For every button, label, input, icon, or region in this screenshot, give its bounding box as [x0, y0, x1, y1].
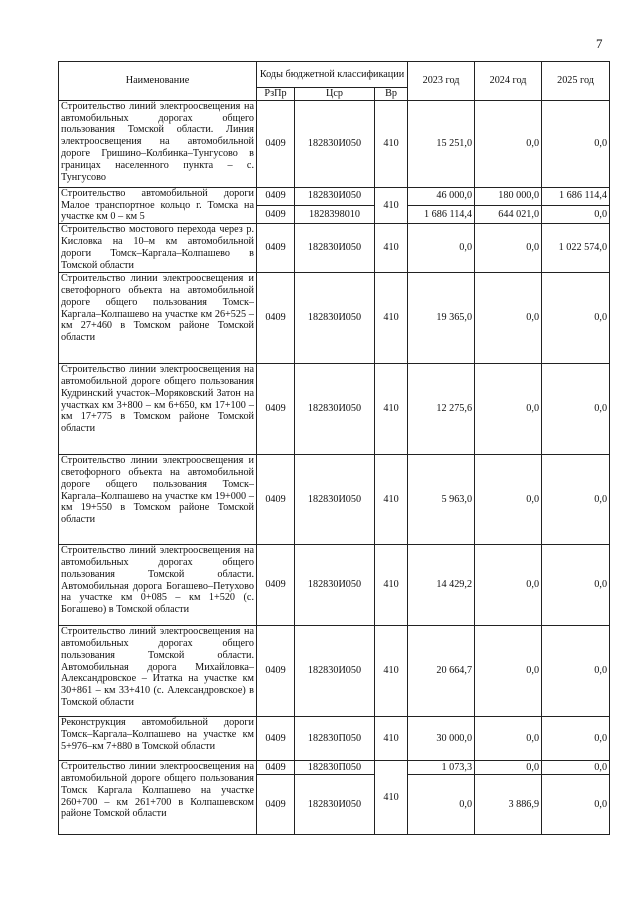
row-rzpr: 0409: [257, 364, 295, 455]
table-row: [59, 717, 610, 761]
table-row: [59, 455, 610, 545]
row-2023: 0,0: [408, 224, 475, 273]
row-2024: 0,0: [475, 761, 542, 775]
row-2025: 0,0: [542, 364, 610, 455]
row-rzpr: 0409: [257, 224, 295, 273]
row-2023: 1 073,3: [408, 761, 475, 775]
row-vr: 410: [375, 455, 408, 545]
row-2024: 180 000,0: [475, 187, 542, 205]
row-2023: 12 275,6: [408, 364, 475, 455]
row-csr: 182830И050: [295, 626, 375, 717]
row-vr: 410: [375, 717, 408, 761]
row-2025: 0,0: [542, 761, 610, 775]
row-2024: 644 021,0: [475, 205, 542, 223]
row-2023: 0,0: [408, 775, 475, 835]
row-2025: 0,0: [542, 626, 610, 717]
budget-table: [58, 61, 610, 835]
row-name: Строительство линий электроосвещения на автомобильных дорогах общего пользования Томской области. Линия электроосвещения на автомобильной дороге Гришино–Колбинка–Тунгусово в границах населенного пункта – с. Тунгусово: [59, 100, 257, 187]
row-name: Реконструкция автомобильной дороги Томск–Каргала–Колпашево на участке км 5+976–км 7+880 в Томской области: [59, 717, 257, 761]
row-csr: 182830И050: [295, 100, 375, 187]
row-2024: 0,0: [475, 455, 542, 545]
row-rzpr: 0409: [257, 273, 295, 364]
row-2024: 3 886,9: [475, 775, 542, 835]
row-name: Строительство мостового перехода через р. Кисловка на 10–м км автомобильной дороги Томск–Каргала–Колпашево в Томской области: [59, 224, 257, 273]
table-row: [59, 187, 610, 205]
row-2023: 15 251,0: [408, 100, 475, 187]
col-header-csr: Цср: [295, 88, 375, 101]
row-vr: 410: [375, 224, 408, 273]
row-2024: 0,0: [475, 717, 542, 761]
row-name: Строительство линий электроосвещения на автомобильных дорогах общего пользования Томской области. Автомобильная дорога Богашево–Петухово на участке км 0+085 – км 1+520 (с. Богашево) в Томской области: [59, 545, 257, 626]
row-2023: 19 365,0: [408, 273, 475, 364]
table-row: [59, 545, 610, 626]
row-rzpr: 0409: [257, 775, 295, 835]
row-2025: 0,0: [542, 775, 610, 835]
row-vr: 410: [375, 364, 408, 455]
row-2024: 0,0: [475, 100, 542, 187]
row-rzpr: 0409: [257, 205, 295, 223]
row-csr: 182830И050: [295, 455, 375, 545]
row-2024: 0,0: [475, 224, 542, 273]
row-2025: 0,0: [542, 100, 610, 187]
row-2025: 0,0: [542, 545, 610, 626]
row-2023: 5 963,0: [408, 455, 475, 545]
row-vr: 410: [375, 187, 408, 223]
row-vr: 410: [375, 273, 408, 364]
row-2023: 14 429,2: [408, 545, 475, 626]
row-2024: 0,0: [475, 273, 542, 364]
row-name: Строительство линии электроосвещения на автомобильной дороге общего пользования Томск Каргала Колпашево на участке 260+700 – км 261+700 в Колпашевском районе Томской области: [59, 761, 257, 835]
header-row: [59, 62, 610, 88]
row-2024: 0,0: [475, 364, 542, 455]
row-2025: 0,0: [542, 455, 610, 545]
row-csr: 182830И050: [295, 545, 375, 626]
row-2025: 0,0: [542, 205, 610, 223]
page-number: 7: [596, 36, 603, 51]
row-2023: 30 000,0: [408, 717, 475, 761]
row-2025: 1 686 114,4: [542, 187, 610, 205]
table-row: [59, 100, 610, 187]
row-vr: 410: [375, 761, 408, 835]
row-csr: 182830П050: [295, 761, 375, 775]
col-header-name: Наименование: [59, 62, 257, 101]
table-row: [59, 224, 610, 273]
row-vr: 410: [375, 545, 408, 626]
row-rzpr: 0409: [257, 187, 295, 205]
row-2024: 0,0: [475, 545, 542, 626]
row-rzpr: 0409: [257, 717, 295, 761]
col-header-2024: 2024 год: [475, 62, 542, 101]
row-csr: 182830П050: [295, 717, 375, 761]
row-csr: 182830И050: [295, 187, 375, 205]
row-vr: 410: [375, 626, 408, 717]
row-rzpr: 0409: [257, 626, 295, 717]
col-header-rzpr: РзПр: [257, 88, 295, 101]
row-csr: 182830И050: [295, 273, 375, 364]
row-rzpr: 0409: [257, 761, 295, 775]
row-2023: 20 664,7: [408, 626, 475, 717]
row-csr: 182830И050: [295, 224, 375, 273]
row-name: Строительство линий электроосвещения на автомобильных дорогах общего пользования Томской области. Автомобильная дорога Михайловка–Александровское – Итатка на участке км 30+861 – км 33+410 (с. Александровское) в Томской области: [59, 626, 257, 717]
table-row: [59, 626, 610, 717]
row-rzpr: 0409: [257, 455, 295, 545]
row-vr: 410: [375, 100, 408, 187]
row-2025: 0,0: [542, 717, 610, 761]
row-2023: 1 686 114,4: [408, 205, 475, 223]
row-name: Строительство линии электроосвещения и светофорного объекта на автомобильной дороге общего пользования Томск–Каргала–Колпашево на участке км 26+525 – км 27+460 в Томском районе Томской области: [59, 273, 257, 364]
row-csr: 1828398010: [295, 205, 375, 223]
row-2024: 0,0: [475, 626, 542, 717]
row-csr: 182830И050: [295, 364, 375, 455]
table-row: [59, 273, 610, 364]
row-2023: 46 000,0: [408, 187, 475, 205]
row-rzpr: 0409: [257, 545, 295, 626]
row-name: Строительство автомобильной дороги Малое транспортное кольцо г. Томска на участке км 0 – км 5: [59, 187, 257, 223]
col-header-2023: 2023 год: [408, 62, 475, 101]
row-2025: 0,0: [542, 273, 610, 364]
row-csr: 182830И050: [295, 775, 375, 835]
table-row: [59, 761, 610, 775]
row-name: Строительство линии электроосвещения на автомобильной дороге общего пользования Кудринский участок–Моряковский Затон на участках км 3+800 – км 6+650, км 17+100 – км 17+775 в Томском районе Томской области: [59, 364, 257, 455]
table-row: [59, 364, 610, 455]
row-2025: 1 022 574,0: [542, 224, 610, 273]
col-header-codes: Коды бюджетной классификации: [257, 62, 408, 88]
row-rzpr: 0409: [257, 100, 295, 187]
row-name: Строительство линии электроосвещения и светофорного объекта на автомобильной дороге общего пользования Томск–Каргала–Колпашево на участке км 19+000 – км 19+550 в Томском районе Томской области: [59, 455, 257, 545]
col-header-2025: 2025 год: [542, 62, 610, 101]
col-header-vr: Вр: [375, 88, 408, 101]
